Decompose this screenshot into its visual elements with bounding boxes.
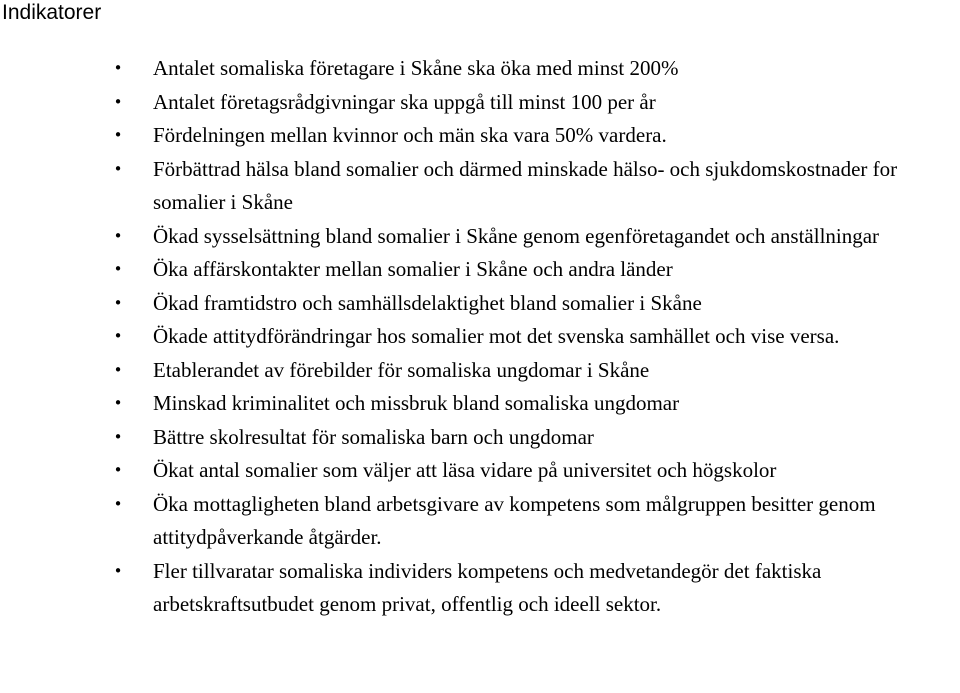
bullet-icon: •: [113, 427, 123, 446]
bullet-icon: •: [113, 461, 123, 479]
list-item: [0, 153, 960, 220]
list-item-text: Bättre skolresultat för somaliska barn och ungdomar: [153, 424, 594, 449]
list-item: [0, 86, 960, 120]
list-item-text: Fler tillvaratar somaliska individers kompetens och medvetandegör det faktiska arbetskraftsutbudet genom privat, offentlig och ideell sektor.: [153, 558, 822, 616]
list-item-text: Ökat antal somalier som väljer att läsa vidare på universitet och högskolor: [153, 458, 777, 482]
bullet-icon: •: [113, 226, 123, 245]
bullet-icon: •: [113, 126, 123, 144]
list-item: [0, 454, 960, 488]
list-item: [0, 220, 960, 254]
list-item-text: Ökad sysselsättning bland somalier i Skåne genom egenföretagandet och anställningar: [153, 223, 880, 248]
list-item: [0, 320, 960, 354]
list-item: [0, 253, 960, 287]
bullet-icon: •: [113, 494, 123, 513]
list-item: [0, 52, 960, 86]
list-item: [0, 488, 960, 555]
list-item-text: Öka mottagligheten bland arbetsgivare av kompetens som målgruppen besitter genom attitydpåverkande åtgärder.: [153, 491, 876, 549]
list-item-text: Antalet företagsrådgivningar ska uppgå till minst 100 per år: [153, 89, 656, 114]
list-item-text: Fördelningen mellan kvinnor och män ska vara 50% vardera.: [153, 123, 667, 147]
list-item: [0, 421, 960, 455]
list-item-text: Ökade attitydförändringar hos somalier mot det svenska samhället och vise versa.: [153, 324, 840, 348]
bullet-icon: •: [113, 260, 123, 278]
list-item-text: Etablerandet av förebilder för somaliska ungdomar i Skåne: [153, 357, 650, 382]
bullet-icon: •: [113, 159, 123, 178]
list-item: [0, 354, 960, 388]
bullet-icon: •: [113, 59, 123, 77]
list-item: [0, 555, 960, 622]
list-item-text: Antalet somaliska företagare i Skåne ska öka med minst 200%: [153, 56, 679, 80]
bullet-icon: •: [113, 92, 123, 111]
indicator-list: [0, 52, 960, 622]
bullet-icon: •: [113, 360, 123, 379]
bullet-icon: •: [113, 561, 123, 580]
list-item-text: Minskad kriminalitet och missbruk bland somaliska ungdomar: [153, 391, 680, 415]
bullet-icon: •: [113, 293, 123, 312]
list-item: [0, 119, 960, 153]
list-item: [0, 387, 960, 421]
list-item: [0, 287, 960, 321]
list-item-text: Förbättrad hälsa bland somalier och därmed minskade hälso- och sjukdomskostnader for somalier i Skåne: [153, 156, 898, 214]
list-item-text: Ökad framtidstro och samhällsdelaktighet bland somalier i Skåne: [153, 290, 702, 315]
bullet-icon: •: [113, 327, 123, 345]
bullet-icon: •: [113, 394, 123, 412]
page-title: Indikatorer: [2, 1, 102, 24]
list-item-text: Öka affärskontakter mellan somalier i Skåne och andra länder: [153, 257, 673, 281]
